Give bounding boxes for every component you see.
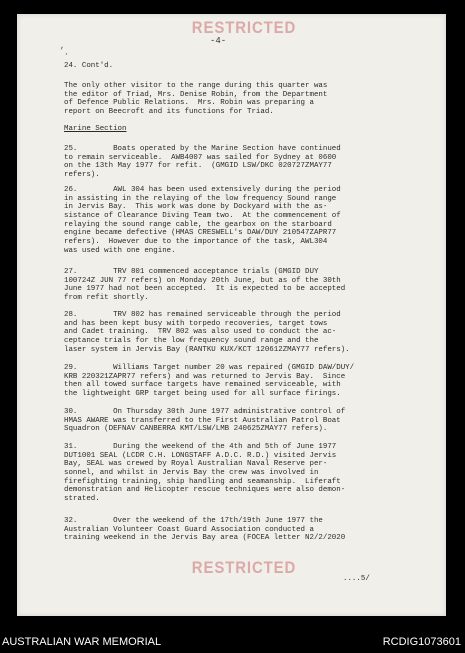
paragraph-29: 29. Williams Target number 20 was repaired (GMGID DAW/DUY/ KRB 220321ZAPR77 refers) and was returned to Jervis Bay. Since then all towed surface targets have remained serviceable, with the lightweight GRP target being used for all surface firings. — [64, 364, 355, 398]
section-continued: 24. Cont'd. — [64, 62, 114, 70]
paragraph-25: 25. Boats operated by the Marine Section have continued to remain serviceable. AWB4007 was sailed for Sydney at 0600 on the 13th May 1977 for refit. (GMGID LSW/DKC 020727ZMAY77 refers). — [64, 145, 341, 179]
restricted-stamp-top: RESTRICTED — [191, 18, 297, 37]
paragraph-32: 32. Over the weekend of the 17th/19th June 1977 the Australian Volunteer Coast Guard Association conducted a training weekend in the Jervis Bay area (FOCEA letter N2/2/2020 — [64, 517, 346, 543]
marine-section-heading: Marine Section — [64, 125, 127, 133]
record-id: RCDIG1073601 — [382, 636, 461, 648]
punch-mark-2: · — [64, 50, 69, 59]
restricted-stamp-bottom: RESTRICTED — [191, 558, 297, 577]
paragraph-31: 31. During the weekend of the 4th and 5th of June 1977 DUT1001 SEAL (LCDR C.H. LONGSTAFF A.D.C. R.D.) visited Jervis Bay, SEAL was crewed by Royal Australian Naval Reserve per- sonnel, and whilst in Jervis Bay the crew was involved in firefighting training, ship handling and seamanship. Liferaft demonstration and Helicopter rescue techniques were also demon- strated. — [64, 443, 346, 503]
punch-mark-1: , — [60, 42, 65, 51]
archive-name: AUSTRALIAN WAR MEMORIAL — [2, 636, 162, 648]
paragraph-26: 26. AWL 304 has been used extensively during the period in assisting in the relaying of the low frequency Sound range in Jervis Bay. This work was done by Dockyard with the as- sistance of Clearance Diving Team two. At the commencement of relaying the sound range cable, the gearbox on the starboard engine became defective (HMAS CRESWELL's DAW/DUY 210547ZAPR77 refers). However due to the importance of the task, AWL304 was used with one engine. — [64, 186, 341, 255]
paragraph-28: 28. TRV 802 has remained serviceable through the period and has been kept busy with torpedo recoveries, target tows and Cadet training. TRV 802 was also used to conduct the ac- ceptance trials for the low frequency sound range and the laser system in Jervis Bay (RANTKU KUX/KCT 120612ZMAY77 refers). — [64, 311, 350, 354]
paragraph-24: The only other visitor to the range during this quarter was the editor of Triad, Mrs. Denise Robin, from the Department of Defence Public Relations. Mrs. Robin was preparing a report on Beecroft and its functions for Triad. — [64, 82, 328, 116]
paragraph-27: 27. TRV 801 commenced acceptance trials (GMGID DUY 100724Z JUN 77 refers) on Monday 20th June, but as of the 30th June 1977 had not been accepted. It is expected to be accepted from refit shortly. — [64, 268, 346, 302]
archive-footer — [0, 632, 465, 653]
paragraph-30: 30. On Thursday 30th June 1977 administrative control of HMAS AWARE was transferred to the First Australian Patrol Boat Squadron (DEFNAV CANBERRA KMT/LSW/LMB 240625ZMAY77 refers). — [64, 408, 346, 434]
page-number: -4- — [210, 36, 227, 46]
continuation-marker: ....5/ — [343, 575, 370, 583]
